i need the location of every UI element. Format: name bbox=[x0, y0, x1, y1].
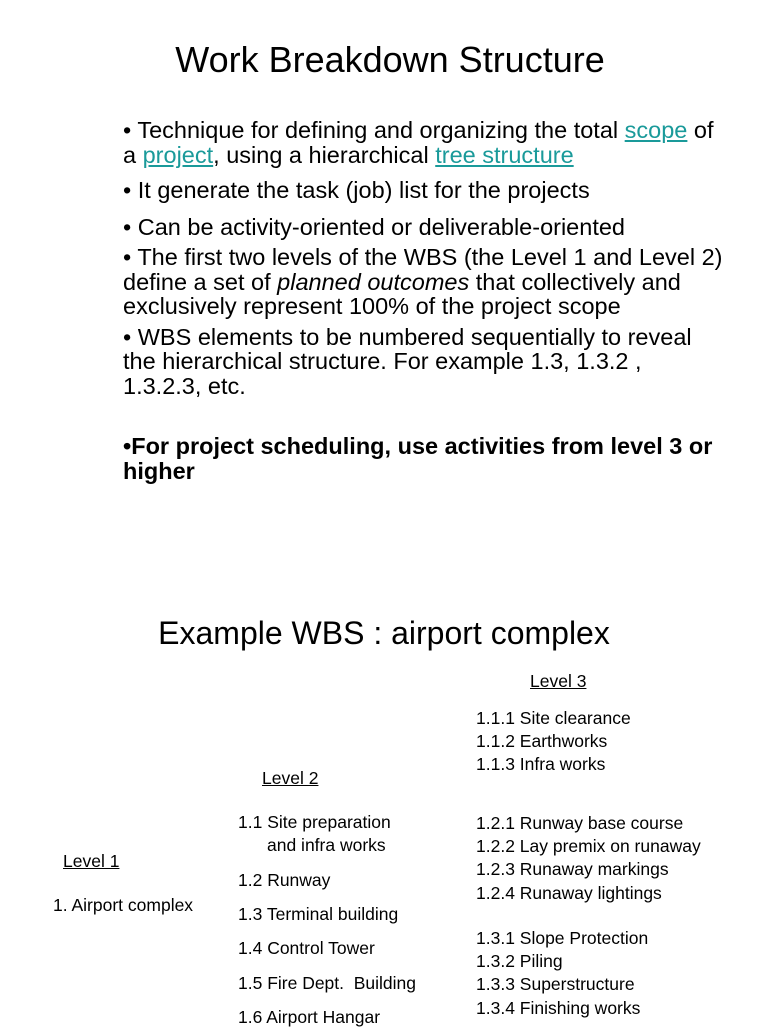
level3-group-1 bbox=[476, 707, 631, 777]
list-item: 1.3.4 Finishing works bbox=[476, 997, 641, 1018]
list-item: 1.2.4 Runaway lightings bbox=[476, 882, 662, 903]
bullet-text: Technique for defining and organizing the total bbox=[137, 117, 625, 143]
bullet-scheduling: •For project scheduling, use activities from level 3 or higher bbox=[123, 433, 713, 484]
level3-group-3 bbox=[476, 927, 648, 1020]
bullet-text: • The first two levels of the WBS (the Level 1 and Level 2) define a set of bbox=[123, 244, 723, 295]
bullet-task-list: • It generate the task (job) list for the projects bbox=[123, 177, 590, 203]
list-item: 1.3.3 Superstructure bbox=[476, 974, 635, 995]
level2-heading: Level 2 bbox=[262, 768, 319, 788]
level2-item-1-1a: 1.1 Site preparation bbox=[238, 812, 391, 832]
slide-title: Work Breakdown Structure bbox=[175, 39, 605, 80]
level2-item-1-4: 1.4 Control Tower bbox=[238, 938, 375, 958]
project-link[interactable]: project bbox=[142, 141, 214, 168]
level2-item-1-5: 1.5 Fire Dept. Building bbox=[238, 973, 417, 993]
list-item: 1.3.1 Slope Protection bbox=[476, 928, 649, 948]
level1-heading: Level 1 bbox=[63, 851, 120, 871]
bullet-marker: • bbox=[123, 117, 138, 143]
level2-item-1-6: 1.6 Airport Hangar bbox=[238, 1007, 381, 1027]
level3-group-2 bbox=[476, 812, 701, 905]
list-item: 1.2.1 Runway base course bbox=[476, 813, 684, 833]
level3-heading: Level 3 bbox=[530, 671, 587, 691]
planned-outcomes-emphasis: planned outcomes bbox=[277, 268, 470, 295]
list-item: 1.1.2 Earthworks bbox=[476, 731, 608, 752]
list-item: 1.2.2 Lay premix on runaway bbox=[476, 836, 701, 857]
level2-item-1-1b bbox=[238, 834, 386, 857]
example-title: Example WBS : airport complex bbox=[158, 615, 610, 651]
bullet-first-two-levels bbox=[123, 245, 723, 319]
bullet-activity-oriented: • Can be activity-oriented or deliverable-oriented bbox=[123, 213, 625, 240]
bullet-text: that collectively and exclusively represent 100% of the project scope bbox=[123, 268, 681, 319]
bullet-technique bbox=[123, 118, 723, 167]
bullet-text: of a bbox=[123, 117, 714, 168]
level1-item: 1. Airport complex bbox=[53, 895, 194, 915]
level2-item-1-3: 1.3 Terminal building bbox=[238, 904, 399, 924]
scope-link[interactable]: scope bbox=[624, 117, 688, 143]
list-item: 1.2.3 Runaway markings bbox=[476, 859, 669, 880]
list-item: 1.1.1 Site clearance bbox=[476, 708, 631, 728]
tree-structure-link[interactable]: tree structure bbox=[435, 141, 574, 168]
list-item: and infra works bbox=[267, 835, 386, 855]
bullet-numbering: • WBS elements to be numbered sequentially to reveal the hierarchical structure. For example 1.3, 1.3.2 , 1.3.2.3, etc. bbox=[123, 323, 692, 399]
level2-item-1-2: 1.2 Runway bbox=[238, 870, 331, 890]
list-item: 1.3.2 Piling bbox=[476, 951, 563, 972]
bullet-list bbox=[123, 118, 723, 483]
list-item: 1.1.3 Infra works bbox=[476, 754, 606, 775]
bullet-text: , using a hierarchical bbox=[213, 141, 436, 168]
